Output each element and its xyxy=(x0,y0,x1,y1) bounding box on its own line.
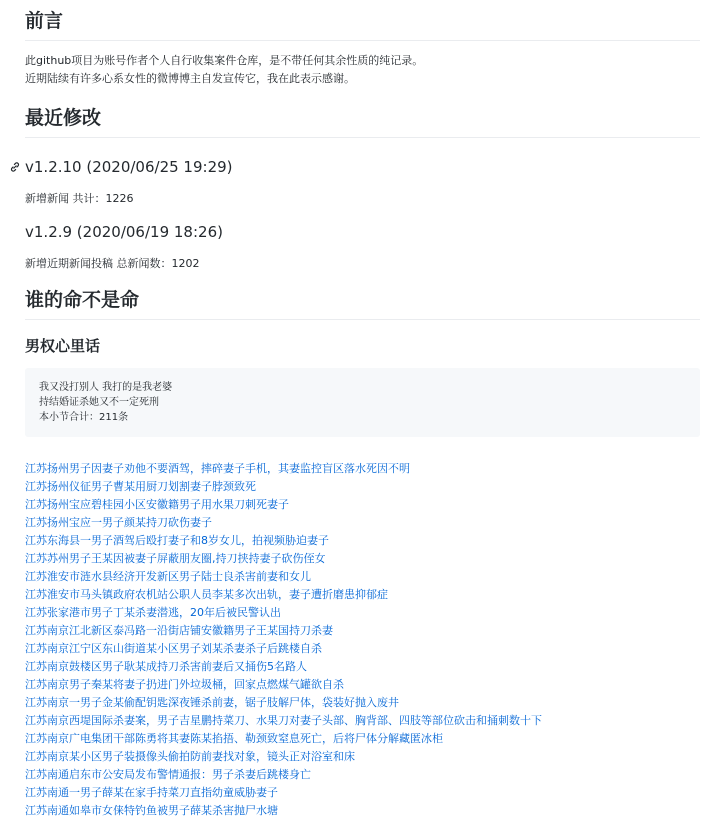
case-link[interactable]: 江苏南京广电集团干部陈勇将其妻陈某掐捂、勒颈致窒息死亡，后将尸体分解藏匿冰柜 xyxy=(25,732,443,745)
case-link[interactable]: 江苏东海县一男子酒驾后殴打妻子和8岁女儿，拍视频胁迫妻子 xyxy=(25,534,329,547)
case-link[interactable]: 江苏南京鼓楼区男子耿某成持刀杀害前妻后又捅伤5名路人 xyxy=(25,660,307,673)
case-link[interactable]: 江苏扬州宝应碧桂园小区安徽籍男子用水果刀刺死妻子 xyxy=(25,498,289,511)
case-link[interactable]: 江苏南京江宁区东山街道某小区男子刘某杀妻杀子后跳楼自杀 xyxy=(25,642,322,655)
case-link[interactable]: 江苏南京一男子金某偷配钥匙深夜锤杀前妻，锯子肢解尸体，袋装好抛入废井 xyxy=(25,696,399,709)
code-line-2: 持结婚证杀她又不一定死刑 xyxy=(39,397,159,408)
version-2-title: v1.2.9 (2020/06/19 18:26) xyxy=(25,223,223,241)
preface-line-1: 此github项目为账号作者个人自行收集案件仓库，是不带任何其余性质的纯记录。 xyxy=(25,54,424,67)
case-link[interactable]: 江苏南通一男子薛某在家手持菜刀直指幼童威胁妻子 xyxy=(25,786,278,799)
heading-version-1 xyxy=(25,156,700,178)
case-link[interactable]: 江苏扬州男子因妻子劝他不要酒驾，摔碎妻子手机，其妻监控盲区落水死因不明 xyxy=(25,462,410,475)
heading-version-2 xyxy=(25,221,700,243)
preface-line-2: 近期陆续有许多心系女性的微博博主自发宣传它，我在此表示感谢。 xyxy=(25,72,355,85)
case-link[interactable]: 江苏南京男子秦某将妻子扔进门外垃圾桶，回家点燃煤气罐欲自杀 xyxy=(25,678,344,691)
code-block xyxy=(25,368,700,437)
heading-recent-changes: 最近修改 xyxy=(25,105,700,138)
case-link[interactable]: 江苏南通如皋市女俫特钓鱼被男子薛某杀害抛尸水塘 xyxy=(25,804,278,817)
heading-subsection: 男权心里话 xyxy=(25,337,101,355)
case-link[interactable]: 江苏扬州仪征男子曹某用厨刀划割妻子脖颈致死 xyxy=(25,480,256,493)
case-link[interactable]: 江苏苏州男子王某因被妻子屏蔽朋友圈,持刀挟持妻子砍伤侄女 xyxy=(25,552,326,565)
version-1-title: v1.2.10 (2020/06/25 19:29) xyxy=(25,158,233,176)
case-link[interactable]: 江苏南京西堤国际杀妻案，男子吉星鹏持菜刀、水果刀对妻子头部、胸背部、四肢等部位砍击和捅刺数十下 xyxy=(25,714,542,727)
case-link[interactable]: 江苏南通启东市公安局发布警情通报：男子杀妻后跳楼身亡 xyxy=(25,768,311,781)
code-line-3: 本小节合计：211条 xyxy=(39,412,129,423)
case-link[interactable]: 江苏扬州宝应一男子颜某持刀砍伤妻子 xyxy=(25,516,212,529)
heading-preface: 前言 xyxy=(25,0,700,41)
case-link[interactable]: 江苏淮安市马头镇政府农机站公职人员李某多次出轨，妻子遭折磨患抑郁症 xyxy=(25,588,388,601)
case-link-list xyxy=(25,460,700,820)
case-link[interactable]: 江苏南京某小区男子装摄像头偷拍防前妻找对象，镜头正对浴室和床 xyxy=(25,750,355,763)
version-1-note: 新增新闻 共计：1226 xyxy=(25,192,134,205)
case-link[interactable]: 江苏张家港市男子丁某杀妻潜逃，20年后被民警认出 xyxy=(25,606,281,619)
version-2-note: 新增近期新闻投稿 总新闻数：1202 xyxy=(25,257,200,270)
link-anchor-icon[interactable] xyxy=(8,161,22,173)
case-link[interactable]: 江苏淮安市涟水县经济开发新区男子陆士良杀害前妻和女儿 xyxy=(25,570,311,583)
heading-section: 谁的命不是命 xyxy=(25,287,700,320)
code-line-1: 我又没打别人 我打的是我老婆 xyxy=(39,382,173,393)
case-link[interactable]: 江苏南京江北新区泰冯路一沿街店铺安徽籍男子王某国持刀杀妻 xyxy=(25,624,333,637)
